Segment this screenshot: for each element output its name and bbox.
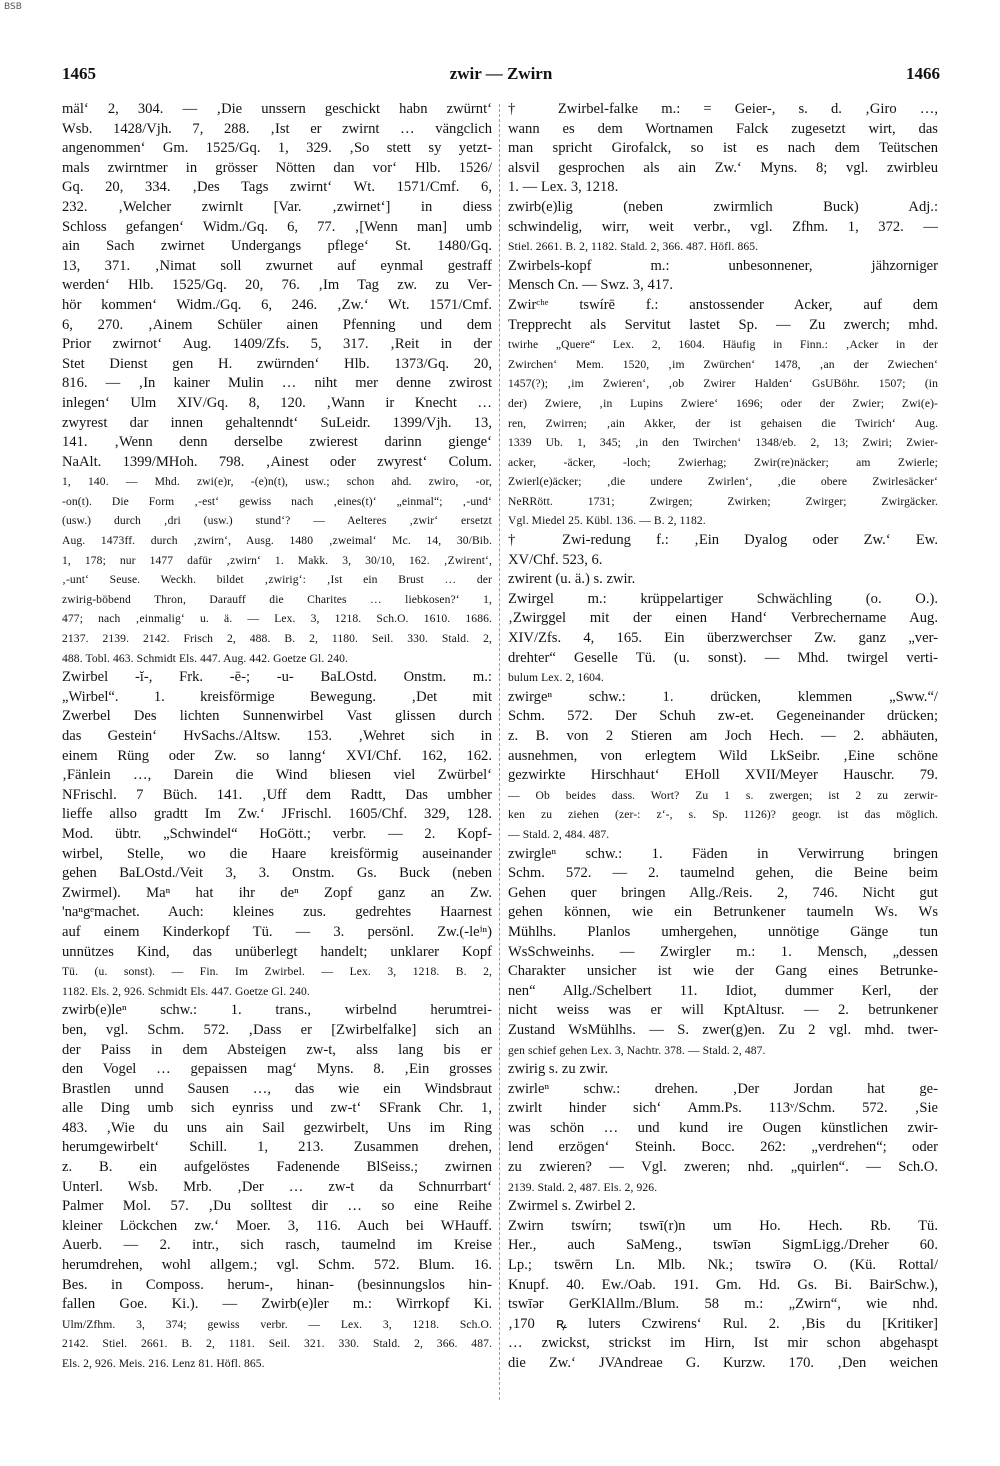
- text-line: Brastlen unnd Sausen …, das wie ein Windsbraut: [62, 1080, 492, 1097]
- text-line: schwindelig, wirr, weit verbr., vgl. Zfhm. 1, 372. —: [508, 218, 938, 235]
- text-line: kleiner Löckchen zw.‘ Moer. 3, 116. Auch bei WHauff.: [62, 1217, 492, 1234]
- page-number-left: 1465: [62, 64, 96, 83]
- text-line: Mensch Cn. — Swz. 3, 417.: [508, 277, 673, 294]
- text-line: — Stald. 2, 484. 487.: [508, 827, 610, 841]
- text-line: 1339 Ub. 1, 345; ‚in den Twirchen‘ 1348/eb. 2, 13; Zwiri; Zwier-: [508, 436, 938, 450]
- text-line: WsSchweinhs. — Zwirgler m.: 1. Mensch, „dessen: [508, 943, 938, 960]
- text-line: zu zwieren? — Vgl. zweren; nhd. „quirlen“. — Sch.O.: [508, 1159, 938, 1176]
- text-line: Els. 2, 926. Meis. 216. Lenz 81. Höfl. 865.: [62, 1357, 265, 1370]
- text-line: ren, Zwirren; ‚ain Akker, der ist gehaisen die Twirich‘ Aug.: [508, 416, 938, 430]
- text-line: Her., auch SaMeng., tswīən SigmLigg./Dreher 60.: [508, 1237, 938, 1254]
- text-line: Zwirn tswírn; tswī(r)n um Ho. Hech. Rb. Tü.: [508, 1217, 938, 1234]
- text-line: lieffe allso gradtt Im Zw.‘ JFrischl. 1605/Chf. 329, 128.: [62, 806, 492, 823]
- text-line: 1, 178; nur 1477 dafür ‚zwirn‘ 1. Makk. 3, 30/10, 162. ‚Zwirent‘,: [62, 553, 492, 567]
- text-line: zwirent (u. ä.) s. zwir.: [508, 571, 636, 588]
- text-line: Schm. 572. — 2. taumelnd gehen, die Beine beim: [508, 865, 938, 882]
- text-line: z. B. ein aufgelöstes Fadenende BlSeiss.; zwirnen: [62, 1159, 492, 1176]
- text-line: herumdrehen, wohl allgem.; vgl. Schm. 572. Blum. 16.: [62, 1257, 492, 1274]
- text-line: Zwirmel). Maⁿ hat ihr deⁿ Zopf ganz an Zw.: [62, 884, 492, 901]
- text-line: 'naⁿgᵉmachet. Auch: kleines zus. gedrehtes Haarnest: [62, 904, 492, 921]
- text-line: Zwerbel Des lichten Sunnenwirbel Vast glissen durch: [62, 708, 492, 725]
- text-line: NFrischl. 7 Büch. 141. ‚Uff dem Radtt, Das umbher: [62, 786, 492, 803]
- text-line: bulum Lex. 2, 1604.: [508, 671, 604, 685]
- text-line: Vgl. Miedel 25. Kübl. 136. — B. 2, 1182.: [508, 514, 706, 528]
- text-line: Trepprecht als Servitut lastet Sp. — Zu zwerch; mhd.: [508, 316, 938, 333]
- text-line: auf einem Kinderkopf Tü. — 3. persönl. Zw.(-leⁱⁿ): [62, 923, 492, 940]
- text-line: acker, -äcker, -loch; Zwierhag; Zwir(re)näcker; am Zwierle;: [508, 455, 938, 469]
- text-line: (usw.) durch ‚dri (usw.) stund‘? — Aelteres ‚zwir‘ ersetzt: [62, 514, 492, 528]
- text-line: 1. — Lex. 3, 1218.: [508, 179, 619, 196]
- text-line: mäl‘ 2, 304. — ‚Die unssern geschickt habn zwürnt‘: [62, 101, 492, 117]
- text-line: der) Zwiere, ‚in Lupins Zwiere‘ 1696; oder der Zwier; Zwi(e)-: [508, 396, 938, 410]
- text-line: 1182. Els. 2, 926. Schmidt Els. 447. Goetze Gl. 240.: [62, 984, 310, 998]
- column-divider: [499, 104, 500, 1400]
- text-line: 2139. Stald. 2, 487. Els. 2, 926.: [508, 1180, 658, 1194]
- text-line: ‚Fänlein …, Darein die Wind bliesen viel Zwürbel‘: [62, 767, 492, 784]
- text-line: twirhe „Quere“ Lex. 2, 1604. Häufig in Finn.: ‚Acker in der: [508, 338, 938, 352]
- text-line: 232. ‚Welcher zwirnlt [Var. ‚zwirnet‘] in diess: [62, 198, 492, 215]
- text-line: Schloss gefangen‘ Widm./Gq. 6, 77. ‚[Wenn man] umb: [62, 218, 492, 235]
- text-line: Zwirgel m.: krüppelartiger Schwächling (o. O.).: [508, 590, 938, 607]
- text-line: ken zu ziehen (zer-: z‘-, s. Sp. 1126)? geogr. ist das möglich.: [508, 808, 938, 822]
- running-title: zwir — Zwirn: [449, 64, 553, 83]
- text-line: Stiel. 2661. B. 2, 1182. Stald. 2, 366. 487. Höfl. 865.: [508, 240, 759, 254]
- text-line: Zwierl(e)äcker; ‚die undere Zwirlen‘, ‚die obere Zwirlesäcker‘: [508, 475, 938, 489]
- text-line: Palmer Mol. 57. ‚Du solltest dir … so eine Reihe: [62, 1198, 492, 1215]
- text-line: der Paiss in dem Absteigen zw-t, alss lang bis er: [62, 1041, 492, 1058]
- page-header: [62, 64, 940, 90]
- text-line: XIV/Zfs. 4, 165. Ein überzwerchser Zw. ganz „ver-: [508, 630, 938, 647]
- text-line: den Vogel … gepaissen mag‘ Myns. 8. ‚Ein grosses: [62, 1061, 492, 1078]
- text-line: 2142. Stiel. 2661. B. 2, 1181. Seil. 321. 330. Stald. 2, 366. 487.: [62, 1337, 492, 1351]
- text-line: Lp.; tswērn Ln. Mlb. Nk.; tswīrə O. (Kü. Rottal/: [508, 1257, 938, 1274]
- text-line: Gehen quer bringen Allg./Reis. 2, 746. Nicht gut: [508, 884, 938, 901]
- text-line: alle Ding umb sich eynriss und zw-t‘ SFrank Chr. 1,: [62, 1100, 492, 1117]
- text-line: lend erzögen‘ Steinh. Bocc. 262: „verdrehen“; oder: [508, 1139, 938, 1156]
- text-line: … zwickst, strickst im Hirn, Ist mir schon abgehaspt: [508, 1335, 938, 1352]
- text-line: gehen können, wie ein Betrunkener taumeln Ws. Ws: [508, 904, 938, 921]
- text-line: man spricht Girofalck, so ist es nach dem Teütschen: [508, 140, 938, 157]
- text-line: zwirb(e)lig (neben zwirmlich Buck) Adj.:: [508, 198, 938, 215]
- text-line: Tü. (u. sonst). — Fin. Im Zwirbel. — Lex. 3, 1218. B. 2,: [62, 965, 492, 979]
- page-number-right: 1466: [906, 64, 940, 83]
- text-line: Zwirchen‘ Mem. 1520, ‚im Zwürchen‘ 1478, ‚an der Zwiechen‘: [508, 357, 938, 371]
- text-line: Zwirᶜʰᵉ tswírē f.: anstossender Acker, auf dem: [508, 296, 938, 313]
- text-line: 1, 140. — Mhd. zwi(e)r, -(e)n(t), usw.; schon ahd. zwiro, -or,: [62, 475, 492, 489]
- text-line: Bes. in Composs. herum-, hinan- (besinnungslos hin-: [62, 1276, 492, 1293]
- text-line: 2137. 2139. 2142. Frisch 2, 488. B. 2, 1180. Seil. 330. Stald. 2,: [62, 632, 492, 646]
- text-line: die Zw.‘ JVAndreae G. Kurzw. 170. ‚Den weichen: [508, 1355, 938, 1371]
- text-line: inlegen‘ Ulm XIV/Gq. 8, 120. ‚Wann ir Knecht …: [62, 394, 492, 411]
- text-line: Zustand WsMühlhs. — S. zwer(g)en. Zu 2 vgl. mhd. twer-: [508, 1021, 938, 1038]
- text-line: Prior zwirnot‘ Aug. 1409/Zfs. 5, 317. ‚Reit in der: [62, 336, 492, 353]
- text-line: „Wirbel“. 1. kreisförmige Bewegung. ‚Det mit: [62, 688, 492, 705]
- text-line: drehter“ Geselle Tü. (u. sonst). — Mhd. twirgel verti-: [508, 649, 938, 666]
- text-line: gehen BaLOstd./Veit 3, 3. Onstm. Gs. Buck (neben: [62, 865, 492, 882]
- text-line: unnützes Kind, das unüberlegt handelt; unklarer Kopf: [62, 943, 492, 960]
- text-line: ausnehmen, von erlegtem Wild LkSeibr. ‚Eine schöne: [508, 747, 938, 764]
- text-line: zwirig-böbend Thron, Darauff die Charites … liebkosen?‘ 1,: [62, 592, 492, 606]
- text-line: gezwirkte Hirschhaut‘ EHoll XVII/Meyer Hauschr. 79.: [508, 767, 938, 784]
- text-line: fallen Goe. Ki.). — Zwirb(e)ler m.: Wirrkopf Ki.: [62, 1296, 492, 1313]
- text-line: Stet Dienst gen H. zwürnden‘ Hlb. 1373/Gq. 20,: [62, 355, 492, 372]
- text-line: -on(t). Die Form ‚-est‘ gewiss nach ‚eines(t)‘ „einmal“; ‚-und‘: [62, 494, 492, 508]
- text-line: Charakter unsicher ist wie der Gang eines Betrunke-: [508, 963, 938, 980]
- text-line: z. B. von 2 Stieren am Joch Hech. — 2. abhäuten,: [508, 728, 938, 744]
- text-line: † Zwi-redung f.: ‚Ein Dyalog oder Zw.‘ Ew.: [508, 532, 938, 549]
- text-line: Knupf. 40. Ew./Oab. 191. Gm. Hd. Gs. Bi. BairSchw.),: [508, 1276, 938, 1293]
- text-line: Schm. 572. Der Schuh zw-et. Gegeneinander drücken;: [508, 708, 938, 725]
- text-line: 477; nach ‚einmalig‘ u. ä. — Lex. 3, 1218. Sch.O. 1610. 1686.: [62, 612, 492, 626]
- text-line: herumgewirbelt‘ Schill. 1, 213. Zusammen drehen,: [62, 1139, 492, 1156]
- text-line: angenommen‘ Gm. 1525/Gq. 1, 329. ‚So stett sy yetzt-: [62, 140, 492, 157]
- text-line: zwirgeⁿ schw.: 1. drücken, klemmen „Sww.“/: [508, 688, 938, 705]
- text-line: Unterl. Wsb. Mrb. ‚Der … zw-t da Schnurrbart‘: [62, 1178, 492, 1195]
- text-line: ain Sach zwirnet Undergangs pflege‘ St. 1480/Gq.: [62, 238, 492, 255]
- text-line: NaAlt. 1399/MHoh. 798. ‚Ainest oder zwyrest‘ Colum.: [62, 453, 492, 470]
- text-line: Gq. 20, 334. ‚Des Tags zwirnt‘ Wt. 1571/Cmf. 6,: [62, 179, 492, 196]
- text-line: Zwirbel -ĭ-, Frk. -ē-; -u- BaLOstd. Onstm. m.:: [62, 669, 492, 686]
- text-line: 816. — ‚In kainer Mulin … niht mer denne zwirost: [62, 375, 492, 392]
- text-line: 141. ‚Wenn denn derselbe zwierest darinn gienge‘: [62, 434, 492, 451]
- text-line: zwirig s. zu zwir.: [508, 1061, 609, 1078]
- text-line: ‚Zwirggel mit der einen Hand‘ Verbrechername Aug.: [508, 610, 938, 627]
- text-line: wirbel, Stelle, wo die Haare kreisförmig auseinander: [62, 845, 492, 862]
- text-line: 488. Tobl. 463. Schmidt Els. 447. Aug. 442. Goetze Gl. 240.: [62, 651, 349, 665]
- text-line: Mühlhs. Planlos umhergehen, unnötige Gänge tun: [508, 923, 938, 940]
- text-line: Aug. 1473ff. durch ‚zwirn‘, Ausg. 1480 ‚zweimal‘ Mc. 14, 30/Bib.: [62, 534, 492, 548]
- text-line: † Zwirbel-falke m.: = Geier-, s. d. ‚Giro …,: [508, 101, 938, 117]
- text-line: hör kommen‘ Widm./Gq. 6, 246. ‚Zw.‘ Wt. 1571/Cmf.: [62, 296, 492, 313]
- text-line: zwirb(e)leⁿ schw.: 1. trans., wirbelnd herumtrei-: [62, 1002, 492, 1019]
- text-line: ben, vgl. Schm. 572. ‚Dass er [Zwirbelfalke] sich an: [62, 1021, 492, 1038]
- text-line: das Gestein‘ HvSachs./Altsw. 153. ‚Wehret sich in: [62, 728, 492, 744]
- text-line: Wsb. 1428/Vjh. 7, 288. ‚Ist er zwirnt … vängclich: [62, 120, 492, 137]
- library-stamp: BSB: [4, 2, 22, 12]
- text-line: zwirgleⁿ schw.: 1. Fäden in Verwirrung bringen: [508, 845, 938, 862]
- text-line: — Ob beides dass. Wort? Zu 1 s. zwergen; ist 2 zu zerwir-: [508, 788, 938, 802]
- text-line: 6, 270. ‚Ainem Schüler ainen Pfenning und dem: [62, 316, 492, 333]
- text-line: werden‘ Hlb. 1525/Gq. 20, 76. ‚Im Tag zw. zu Ver-: [62, 277, 492, 294]
- text-line: Zwirbels-kopf m.: unbesonnener, jähzorniger: [508, 257, 938, 274]
- text-line: 483. ‚Wie du uns ain Sail gezwirbelt, Uns im Ring: [62, 1119, 492, 1136]
- text-line: zwyrest dar innen gehaltenndt‘ SuLeidr. 1399/Vjh. 13,: [62, 414, 492, 431]
- text-line: gen schief gehen Lex. 3, Nachtr. 378. — Stald. 2, 487.: [508, 1043, 766, 1057]
- text-line: ‚170 ꝶ luters Czwirens‘ Rul. 2. ‚Bis du [Kritiker]: [508, 1315, 938, 1332]
- text-line: Auerb. — 2. intr., sich rasch, taumelnd im Kreise: [62, 1237, 492, 1254]
- left-column: [62, 100, 492, 1420]
- text-line: NeRRött. 1731; Zwirgen; Zwirken; Zwirger; Zwirgäcker.: [508, 494, 938, 508]
- text-line: zwirlt hinder sich‘ Amm.Ps. 113ᵛ/Schm. 572. ‚Sie: [508, 1100, 938, 1117]
- text-line: 13, 371. ‚Nimat soll zwurnet auf eynmal gestraff: [62, 257, 492, 274]
- right-column: [508, 100, 938, 1420]
- text-line: mals zwirntmer in grösser Nötten dan vor‘ Hlb. 1526/: [62, 159, 492, 176]
- text-line: nicht weiss was er will KptAltusr. — 2. betrunkener: [508, 1002, 938, 1019]
- text-line: 1457(?); ‚im Zwieren‘, ‚ob Zwirer Halden‘ GsUBöhr. 1507; (in: [508, 377, 938, 391]
- text-line: wann es dem Wortnamen Falck zugesetzt wirt, das: [508, 120, 938, 137]
- text-line: Mod. übtr. „Schwindel“ HoGött.; verbr. — 2. Kopf-: [62, 825, 492, 842]
- text-line: zwirleⁿ schw.: drehen. ‚Der Jordan hat ge-: [508, 1080, 938, 1097]
- text-line: tswīər GerKlAllm./Blum. 58 m.: „Zwirn“, wie nhd.: [508, 1296, 938, 1313]
- text-line: was schön … und kund ire Ougen künstlichen zwir-: [508, 1119, 938, 1136]
- text-line: alsvil gesprochen als ain Zw.‘ Myns. 8; vgl. zwirbleu: [508, 159, 938, 176]
- text-line: ‚-unt‘ Seuse. Weckh. bildet ‚zwirig‘: ‚Ist ein Brust … der: [62, 573, 492, 587]
- text-line: XV/Chf. 523, 6.: [508, 551, 603, 568]
- text-line: Zwirmel s. Zwirbel 2.: [508, 1198, 636, 1215]
- text-line: einem Rüng oder Zw. so lanng‘ XVI/Chf. 162, 162.: [62, 747, 492, 764]
- text-line: Ulm/Zfhm. 3, 374; gewiss verbr. — Lex. 3, 1218. Sch.O.: [62, 1317, 492, 1331]
- text-line: nen“ Allg./Schelbert 11. Idiot, dummer Kerl, der: [508, 982, 938, 999]
